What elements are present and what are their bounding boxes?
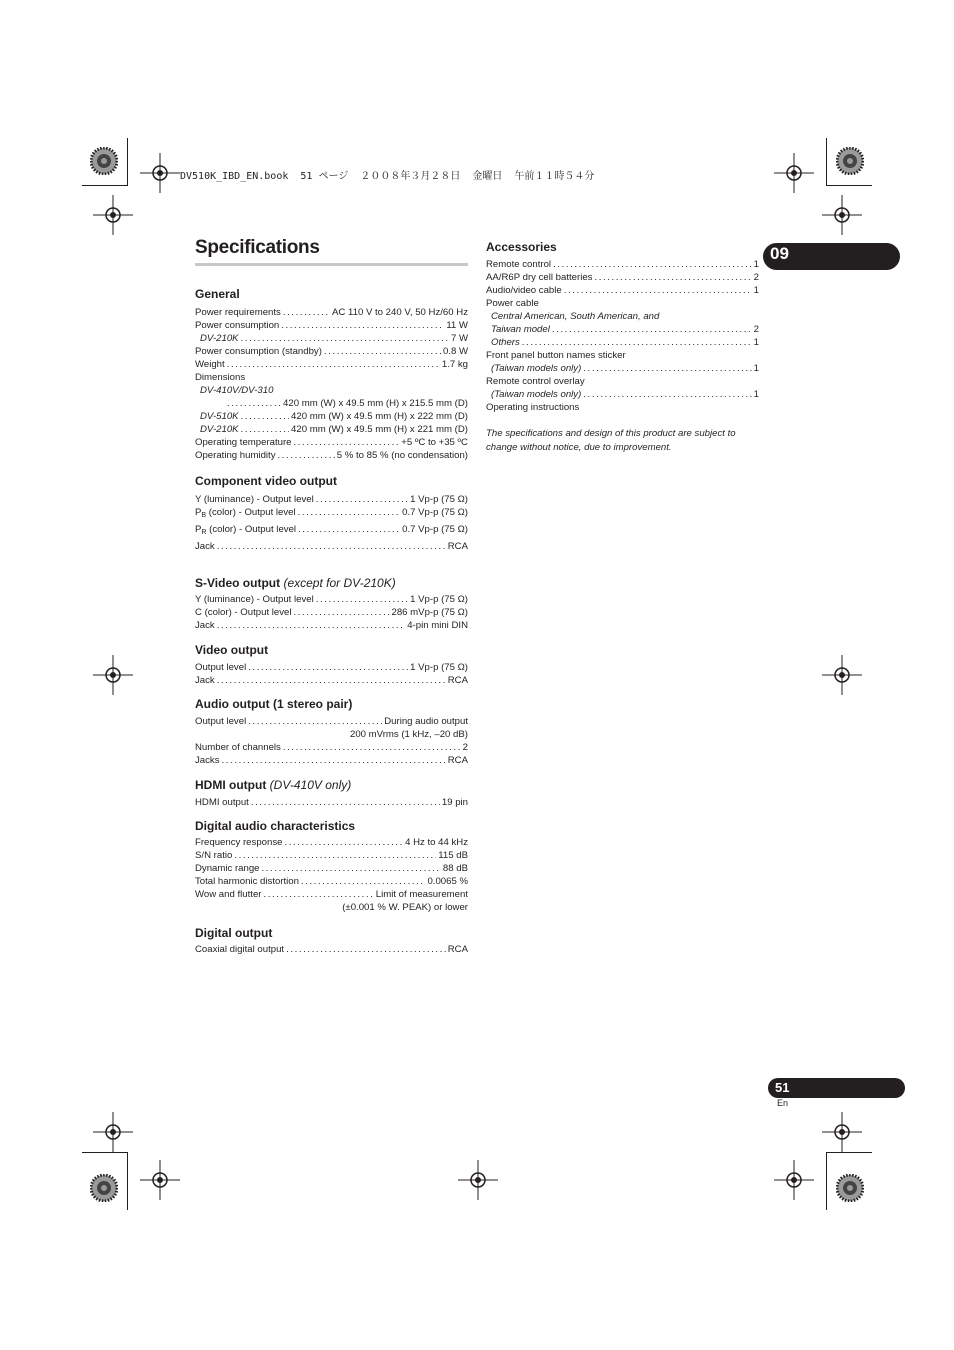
- spec-value: 2: [753, 324, 759, 335]
- spec-label: Wow and flutter: [195, 889, 262, 900]
- spec-value: 11 W: [446, 320, 468, 331]
- spec-row: [195, 436, 468, 449]
- spec-value: 1: [753, 363, 759, 374]
- spec-row: [486, 284, 759, 297]
- spec-row: [195, 540, 468, 553]
- spec-label: Operating humidity: [195, 450, 276, 461]
- spec-value: 0.7 Vp-p (75 Ω): [402, 507, 468, 518]
- spec-label: Taiwan model: [491, 324, 550, 335]
- title-rule: [195, 263, 468, 266]
- book-header-line: DV510K_IBD_EN.book 51 ページ ２００８年３月２８日 金曜日 午前１１時５４分: [180, 171, 595, 182]
- spec-value: 4 Hz to 44 kHz: [405, 837, 468, 848]
- chapter-number: 09: [770, 244, 789, 263]
- spec-row: [195, 449, 468, 462]
- spec-value: 1: [753, 285, 759, 296]
- section-component-heading: Component video output: [195, 474, 337, 488]
- spec-label: AA/R6P dry cell batteries: [486, 272, 593, 283]
- spec-row: [195, 849, 468, 862]
- spec-value: Limit of measurement: [375, 889, 468, 900]
- spec-label: (Taiwan models only): [491, 363, 582, 374]
- spec-row: [195, 754, 468, 767]
- spec-label: Number of channels: [195, 742, 281, 753]
- page-title: Specifications: [195, 237, 320, 258]
- registration-target-icon: [774, 153, 814, 193]
- spec-label: Front panel button names sticker: [486, 350, 626, 361]
- registration-target-icon: [93, 195, 133, 235]
- spec-value: 5 % to 85 % (no condensation): [336, 450, 468, 461]
- spec-value: RCA: [447, 944, 468, 955]
- spec-label: Jack: [195, 620, 215, 631]
- spec-value: 0.7 Vp-p (75 Ω): [402, 524, 468, 535]
- section-general-heading: General: [195, 287, 240, 301]
- spec-value: 0.0065 %: [427, 876, 468, 887]
- spec-label: Total harmonic distortion: [195, 876, 299, 887]
- spec-value: 1.7 kg: [441, 359, 468, 370]
- spec-label: Y (luminance) - Output level: [195, 594, 314, 605]
- spec-label: Weight: [195, 359, 225, 370]
- specs-left-column: [195, 286, 468, 956]
- spec-row: [195, 619, 468, 632]
- spec-value: 420 mm (W) x 49.5 mm (H) x 221 mm (D): [291, 424, 468, 435]
- spec-row: [195, 606, 468, 619]
- spec-label: Power cable: [486, 298, 539, 309]
- spec-label: Power consumption: [195, 320, 280, 331]
- spec-label: Operating temperature: [195, 437, 292, 448]
- spec-row: [195, 661, 468, 674]
- spec-row: [195, 306, 468, 319]
- registration-target-icon: [822, 655, 862, 695]
- section-accessories-heading: Accessories: [486, 240, 557, 254]
- registration-target-icon: [822, 195, 862, 235]
- spec-value: +5 ºC to +35 ºC: [401, 437, 468, 448]
- spec-value: 0.8 W: [442, 346, 468, 357]
- spec-label: Remote control overlay: [486, 376, 585, 387]
- spec-row: [486, 362, 759, 375]
- section-video-heading: Video output: [195, 643, 269, 657]
- spec-value: 1 Vp-p (75 Ω): [410, 594, 468, 605]
- spec-value: 2: [462, 742, 468, 753]
- spec-value: 88 dB: [442, 863, 468, 874]
- spec-label: Dimensions: [195, 372, 246, 383]
- spec-value: RCA: [447, 541, 468, 552]
- spec-row: [195, 410, 468, 423]
- spec-row: [195, 674, 468, 687]
- spec-label: DV-210K: [200, 424, 239, 435]
- registration-target-icon: [93, 1112, 133, 1152]
- spec-row: [195, 345, 468, 358]
- spec-value: 1: [753, 389, 759, 400]
- spec-label: DV-210K: [200, 333, 239, 344]
- spec-value: 4-pin mini DIN: [407, 620, 468, 631]
- spec-label: Remote control: [486, 259, 552, 270]
- spec-label: Jack: [195, 675, 215, 686]
- spec-label: S/N ratio: [195, 850, 233, 861]
- spec-row: [195, 493, 468, 506]
- spec-label: DV-510K: [200, 411, 239, 422]
- spec-label: Output level: [195, 716, 247, 727]
- spec-row: [195, 862, 468, 875]
- spec-row: [195, 875, 468, 888]
- spec-row: [486, 258, 759, 271]
- spec-row: [195, 715, 468, 728]
- spec-label: Audio/video cable: [486, 285, 562, 296]
- spec-label: Output level: [195, 662, 247, 673]
- spec-label: HDMI output: [195, 797, 249, 808]
- spec-value: AC 110 V to 240 V, 50 Hz/60 Hz: [332, 307, 468, 318]
- page-language: En: [777, 1098, 789, 1108]
- spec-label: Y (luminance) - Output level: [195, 494, 314, 505]
- spec-row: [486, 271, 759, 284]
- spec-value-continued: 200 mVrms (1 kHz, –20 dB): [349, 729, 468, 740]
- specs-right-column: [486, 239, 759, 455]
- spec-row: [486, 323, 759, 336]
- spec-row: [486, 336, 759, 349]
- spec-value: 115 dB: [438, 850, 468, 861]
- spec-value: 7 W: [450, 333, 468, 344]
- spec-label: Dynamic range: [195, 863, 260, 874]
- spec-value: 420 mm (W) x 49.5 mm (H) x 222 mm (D): [291, 411, 468, 422]
- spec-value: 286 mVp-p (75 Ω): [391, 607, 468, 618]
- registration-target-icon: [774, 1160, 814, 1200]
- color-rosette-icon: [90, 1174, 118, 1202]
- registration-target-icon: [140, 1160, 180, 1200]
- color-rosette-icon: [90, 147, 118, 175]
- spec-label: Jacks: [195, 755, 220, 766]
- section-svideo-heading: S-Video output (except for DV-210K): [195, 576, 396, 590]
- spec-row: [195, 319, 468, 332]
- spec-row: [195, 836, 468, 849]
- section-digital-output-heading: Digital output: [195, 926, 273, 940]
- spec-row: [195, 593, 468, 606]
- spec-value: 1: [753, 337, 759, 348]
- spec-value: 420 mm (W) x 49.5 mm (H) x 215.5 mm (D): [283, 398, 468, 409]
- spec-value: 1 Vp-p (75 Ω): [410, 662, 468, 673]
- spec-row: [486, 388, 759, 401]
- spec-row: [195, 943, 468, 956]
- section-hdmi-heading: HDMI output (DV-410V only): [195, 778, 352, 792]
- spec-value: During audio output: [384, 716, 468, 727]
- section-digital-audio-heading: Digital audio characteristics: [195, 819, 356, 833]
- spec-row: [195, 506, 468, 523]
- spec-row: [195, 741, 468, 754]
- spec-value: RCA: [447, 675, 468, 686]
- registration-target-icon: [458, 1160, 498, 1200]
- spec-label: Central American, South American, and: [491, 311, 660, 322]
- spec-value: 19 pin: [441, 797, 468, 808]
- spec-label: Power consumption (standby): [195, 346, 322, 357]
- spec-row: [195, 423, 468, 436]
- spec-row: [195, 888, 468, 901]
- spec-row: [195, 397, 468, 410]
- spec-row: [195, 358, 468, 371]
- specification-disclaimer: The specifications and design of this product are subject to change without notice, due to improvement.: [486, 428, 736, 453]
- spec-label: $P_R$ (color) - Output level: [195, 524, 297, 536]
- color-rosette-icon: [836, 147, 864, 175]
- spec-label: $P_B$ (color) - Output level: [195, 507, 296, 519]
- spec-value: 1 Vp-p (75 Ω): [410, 494, 468, 505]
- spec-row: [195, 796, 468, 809]
- page-number: 51: [775, 1080, 790, 1095]
- spec-label: Operating instructions: [486, 402, 580, 413]
- spec-value: 2: [753, 272, 759, 283]
- spec-row: [195, 523, 468, 540]
- spec-value: 1: [753, 259, 759, 270]
- spec-label: DV-410V/DV-310: [200, 385, 274, 396]
- spec-label: Frequency response: [195, 837, 283, 848]
- spec-label: C (color) - Output level: [195, 607, 292, 618]
- registration-target-icon: [822, 1112, 862, 1152]
- spec-value: RCA: [447, 755, 468, 766]
- spec-value-continued: (±0.001 % W. PEAK) or lower: [342, 902, 468, 913]
- spec-row: [195, 332, 468, 345]
- spec-label: Power requirements: [195, 307, 281, 318]
- spec-label: Others: [491, 337, 520, 348]
- registration-target-icon: [140, 153, 180, 193]
- section-audio-heading: Audio output (1 stereo pair): [195, 697, 353, 711]
- spec-label: Coaxial digital output: [195, 944, 285, 955]
- spec-label: (Taiwan models only): [491, 389, 582, 400]
- registration-target-icon: [93, 655, 133, 695]
- color-rosette-icon: [836, 1174, 864, 1202]
- spec-label: Jack: [195, 541, 215, 552]
